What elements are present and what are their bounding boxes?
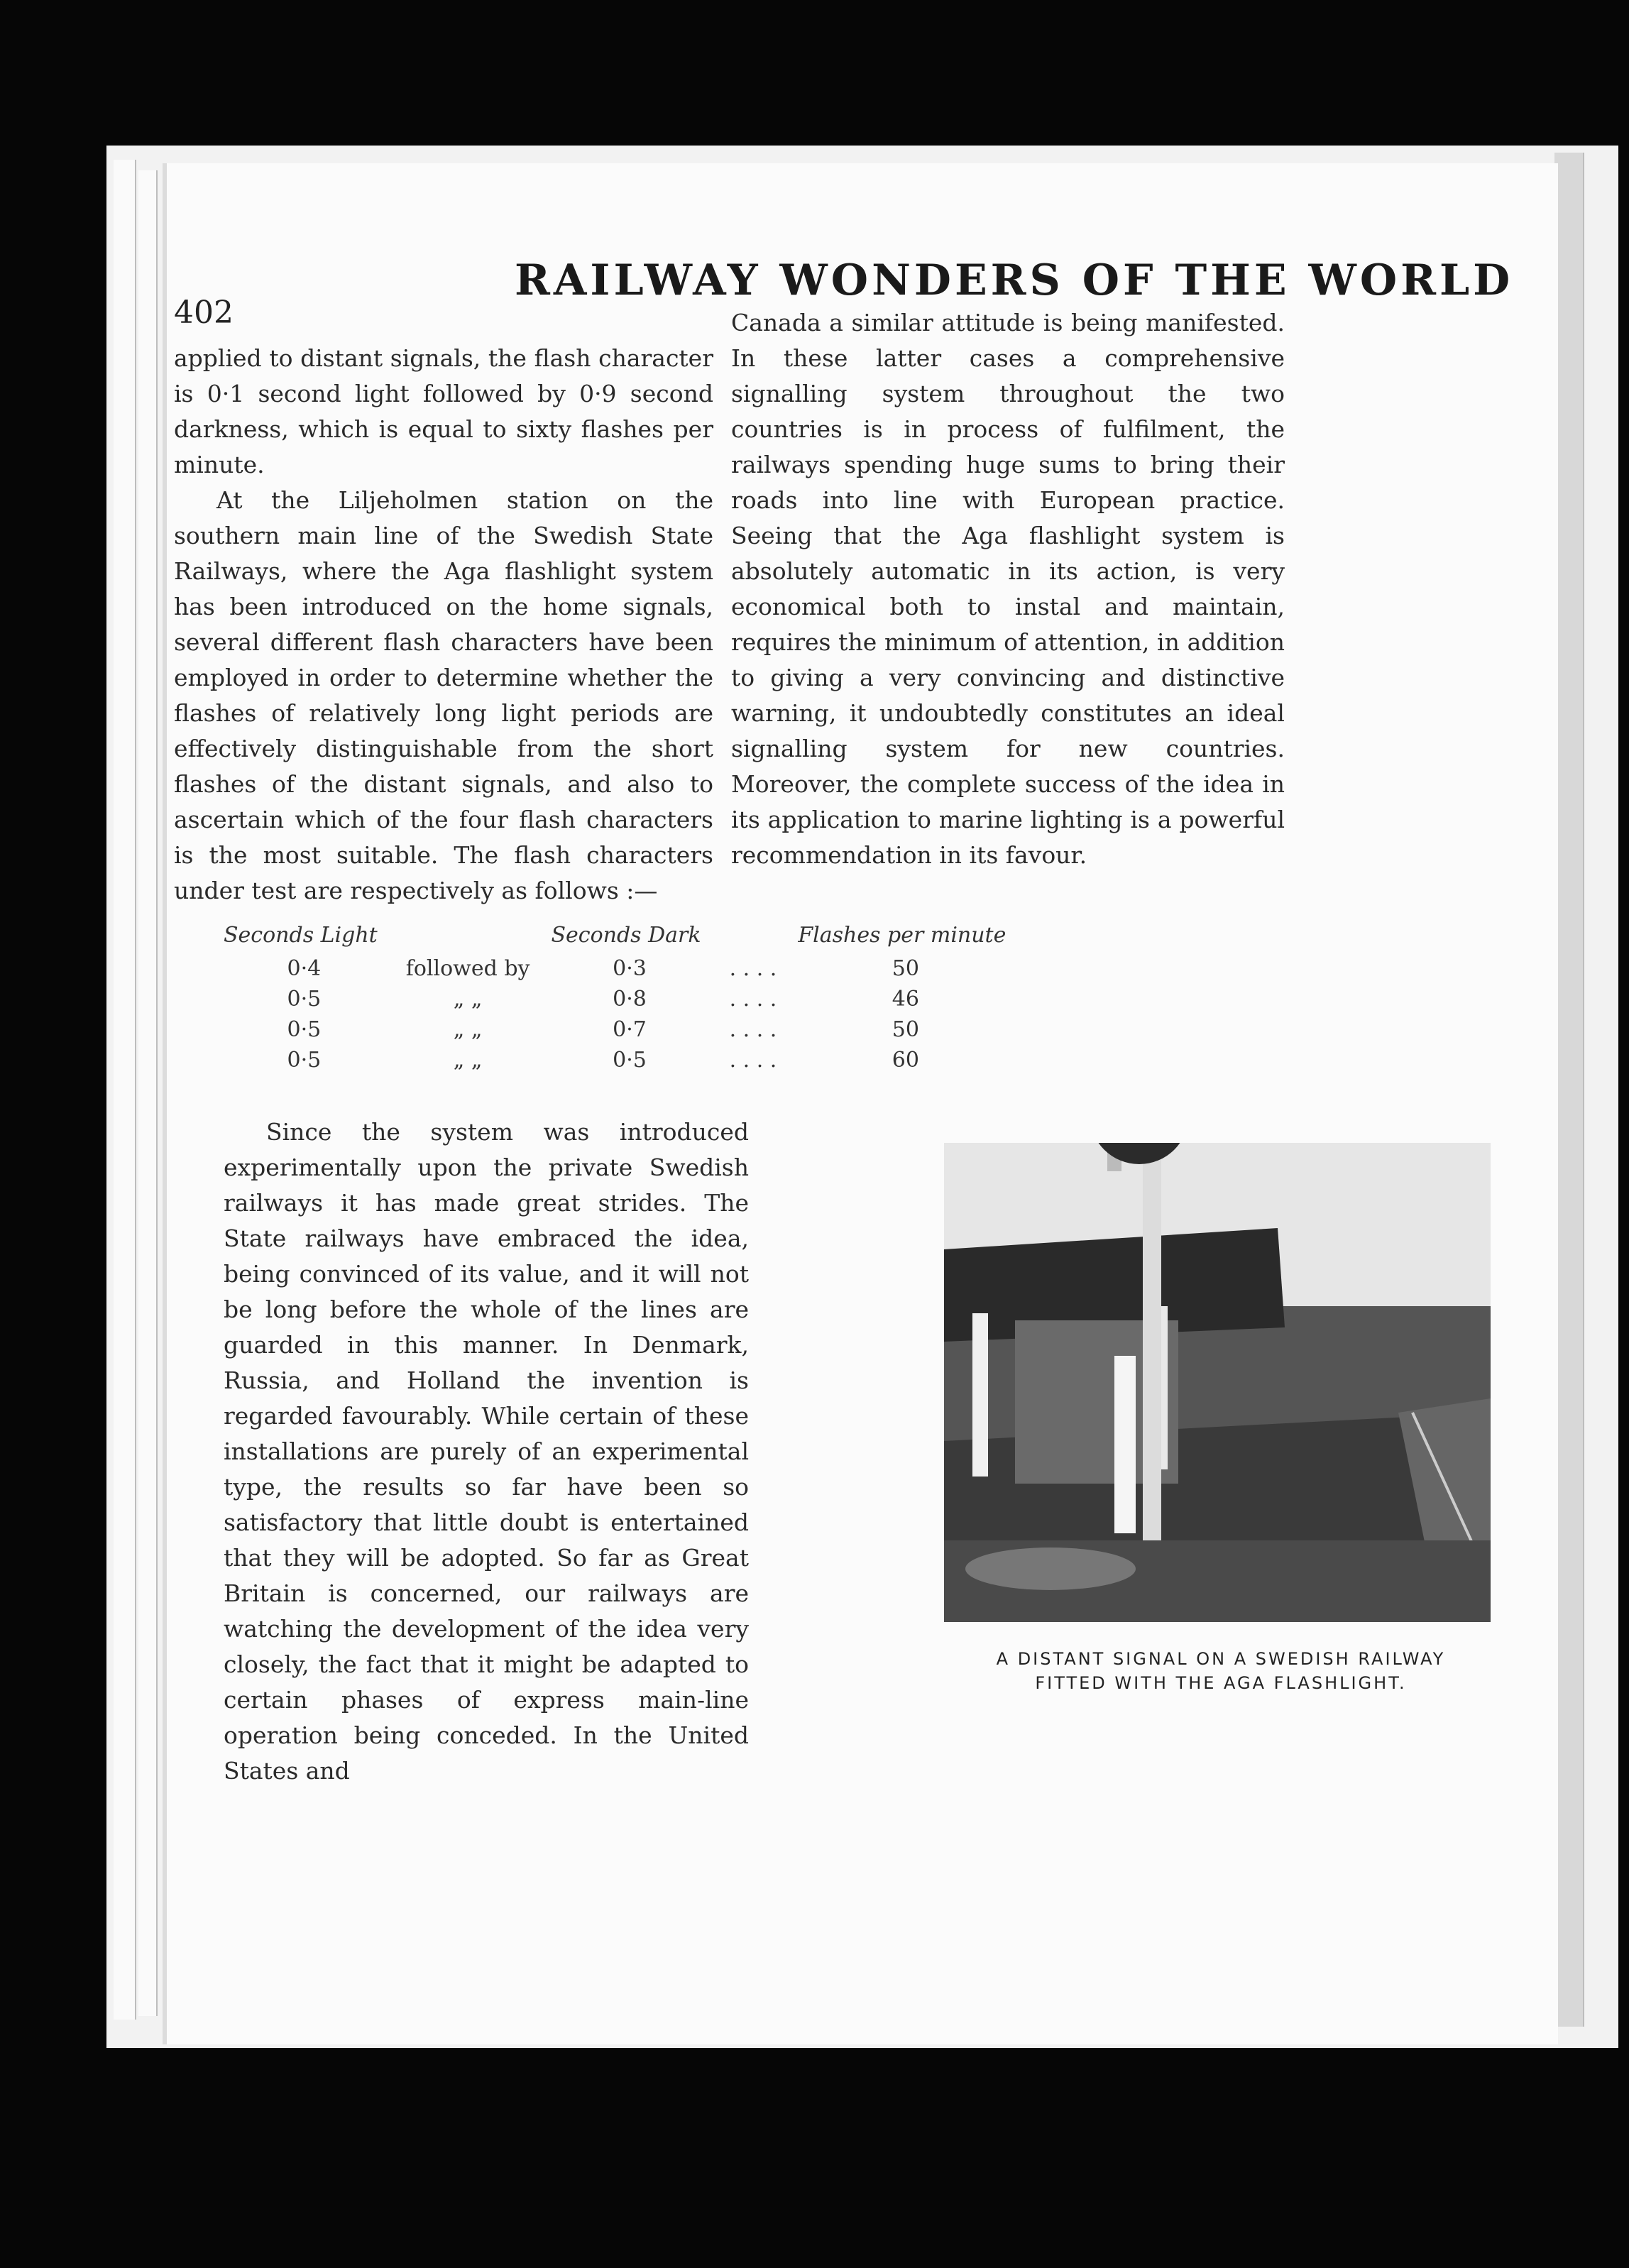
table-row [224, 984, 1034, 1014]
bottom-left-column [224, 1114, 749, 1789]
page-edge [138, 170, 158, 2016]
column-header [730, 923, 799, 953]
table-cell: 0·3 [613, 956, 647, 981]
page-number: 402 [174, 295, 234, 331]
table-cell: „ „ [453, 987, 483, 1012]
paragraph: At the Liljeholmen station on the southern main line of the Swedish State Railways, where the Aga flashlight system has been introduced on the home signals, several different flash characters have been employed in order to determine whether the flashes of relatively long light periods are effectively distinguishable from the short flashes of the distant signals, and also to ascertain which of the four flash characters is the most suitable. The flash characters under test are respectively as follows :— [174, 486, 713, 904]
caption-line: A DISTANT SIGNAL ON A SWEDISH RAILWAY [996, 1649, 1446, 1669]
table-header-row [224, 923, 1034, 953]
table-cell: . . . . [729, 1017, 777, 1042]
table-cell: followed by [405, 956, 530, 981]
photo-illustration [944, 1143, 1491, 1622]
paragraph: applied to distant signals, the flash character is 0·1 second light followed by 0·9 second darkness, which is equal to sixty flashes per minute. [174, 344, 713, 478]
table-row [224, 1045, 1034, 1075]
table-cell: „ „ [453, 1048, 483, 1073]
column-header [406, 923, 552, 953]
caption-line: FITTED WITH THE AGA FLASHLIGHT. [1035, 1673, 1407, 1693]
column-header: Flashes per minute [798, 923, 1007, 948]
table-cell: 60 [892, 1048, 919, 1073]
table-cell: 50 [892, 1017, 919, 1042]
table-cell: 50 [892, 956, 919, 981]
book-page [167, 163, 1558, 2044]
table-cell: 0·4 [287, 956, 322, 981]
page-edge [114, 160, 136, 2020]
table-cell: 0·8 [613, 987, 647, 1012]
signal-photograph [944, 1143, 1491, 1622]
table-cell: 0·5 [287, 987, 322, 1012]
page-edge [1554, 153, 1584, 2027]
table-row [224, 1014, 1034, 1045]
table-cell: . . . . [729, 956, 777, 981]
table-cell: . . . . [729, 1048, 777, 1073]
right-column [731, 305, 1285, 873]
table-cell: 0·7 [613, 1017, 647, 1042]
table-cell: . . . . [729, 987, 777, 1012]
table-cell: 0·5 [613, 1048, 647, 1073]
left-column [174, 341, 713, 909]
table-cell: 46 [892, 987, 919, 1012]
column-header: Seconds Dark [551, 923, 701, 948]
paragraph: Since the system was introduced experimentally upon the private Swedish railways it has made great strides. The State railways have embraced the idea, being convinced of its value, and it will not be long before the whole of the lines are guarded in this manner. In Denmark, Russia, and Holland the invention is regarded favourably. While certain of these installations are purely of an experimental type, the results so far have been so satisfactory that little doubt is entertained that they will be adopted. So far as Great Britain is concerned, our railways are watching the development of the idea very closely, the fact that it might be adapted to certain phases of express main-line operation being conceded. In the United States and [224, 1118, 749, 1785]
running-title: RAILWAY WONDERS OF THE WORLD [515, 256, 1514, 305]
table-row [224, 953, 1034, 984]
column-header: Seconds Light [224, 923, 378, 948]
table-cell: 0·5 [287, 1017, 322, 1042]
flash-character-table [224, 923, 1034, 1075]
table-cell: 0·5 [287, 1048, 322, 1073]
table-cell: „ „ [453, 1017, 483, 1042]
photo-caption [930, 1647, 1512, 1695]
paragraph: Canada a similar attitude is being manifested. In these latter cases a comprehensive signalling system throughout the two countries is in process of fulfilment, the railways spending huge sums to bring their roads into line with European practice. Seeing that the Aga flashlight system is absolutely automatic in its action, is very economical both to instal and maintain, requires the minimum of attention, in addition to giving a very convincing and distinctive warning, it undoubtedly constitutes an ideal signalling system for new countries. Moreover, the complete success of the idea in its application to marine lighting is a powerful recommendation in its favour. [731, 309, 1285, 869]
